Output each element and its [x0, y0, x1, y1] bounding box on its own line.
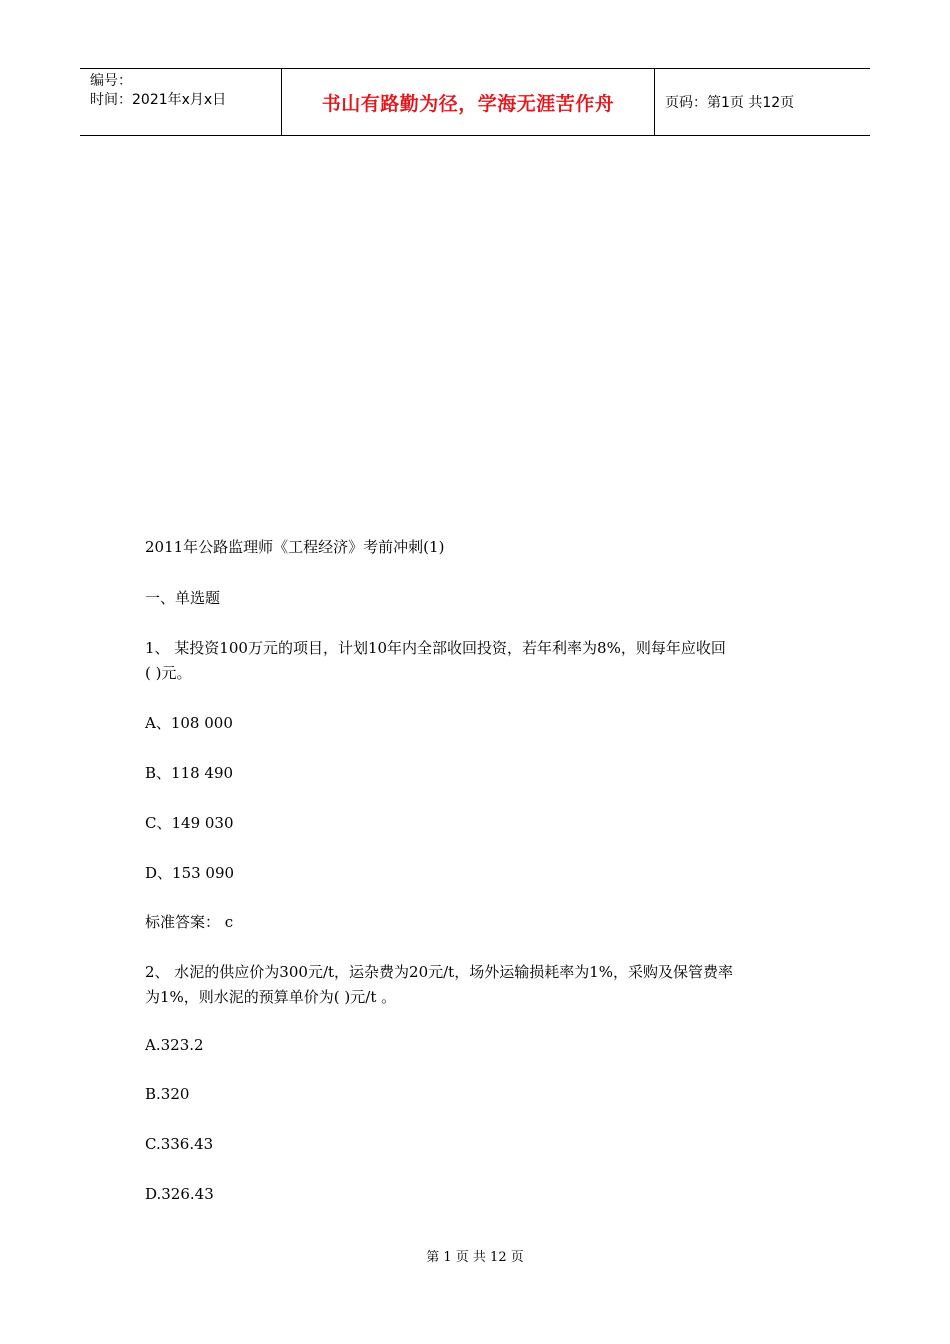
- header-page-cell: [655, 69, 870, 135]
- header-number-label: 编号：: [90, 73, 132, 89]
- document-header: [80, 68, 870, 136]
- question-1-answer: 标准答案： c: [145, 913, 234, 931]
- question-2-option-d: D.326.43: [145, 1185, 214, 1203]
- question-1-option-b: B、118 490: [145, 764, 234, 782]
- question-1-option-a: A、108 000: [145, 714, 233, 732]
- section-heading: 一、单选题: [145, 589, 221, 607]
- header-meta-cell: [80, 69, 282, 135]
- question-2-line-1: 2、 水泥的供应价为300元/t，运杂费为20元/t，场外运输损耗率为1%，采购及保管费率: [145, 963, 733, 981]
- question-1-line-1: 1、 某投资100万元的项目，计划10年内全部收回投资，若年利率为8%，则每年应收回: [145, 639, 726, 657]
- header-page-label: 页码：第1页 共12页: [665, 95, 795, 111]
- document-title: 2011年公路监理师《工程经济》考前冲刺(1): [145, 538, 445, 556]
- question-2-option-c: C.336.43: [145, 1135, 214, 1153]
- header-time-label: 时间：2021年x月x日: [90, 92, 227, 108]
- question-1-option-c: C、149 030: [145, 814, 234, 832]
- question-2-line-2: 为1%，则水泥的预算单价为( )元/t 。: [145, 988, 397, 1006]
- header-motto: 书山有路勤为径，学海无涯苦作舟: [321, 92, 615, 115]
- page-footer: 第 1 页 共 12 页: [426, 1250, 524, 1265]
- question-1-line-2: ( )元。: [145, 664, 192, 682]
- question-2-option-a: A.323.2: [145, 1036, 204, 1054]
- question-2-option-b: B.320: [145, 1085, 190, 1103]
- question-1-option-d: D、153 090: [145, 864, 235, 882]
- header-motto-cell: [282, 69, 655, 135]
